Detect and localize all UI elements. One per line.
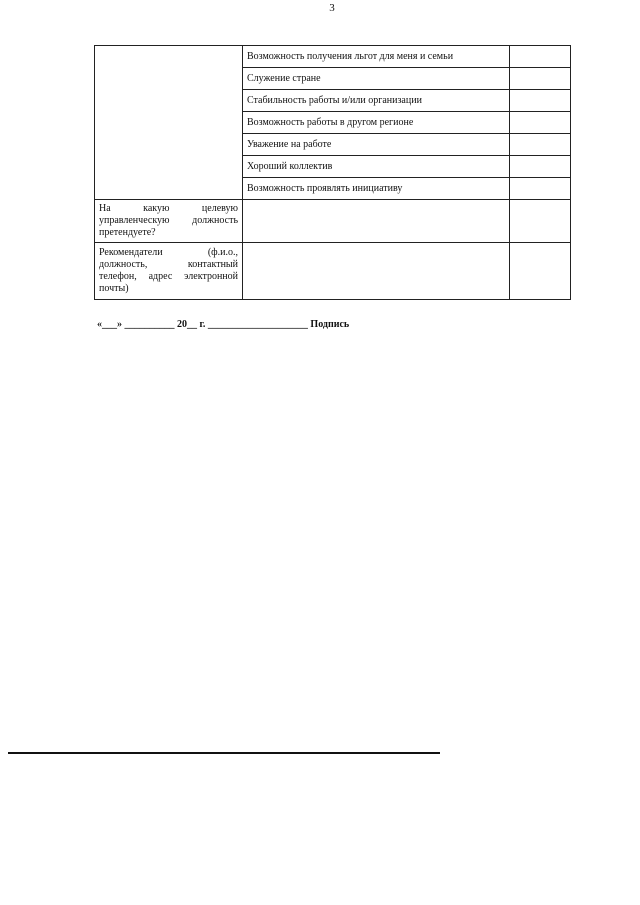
answer-cell[interactable] — [510, 156, 571, 178]
answer-cell[interactable] — [510, 134, 571, 156]
table-row — [95, 200, 571, 243]
footer-divider — [8, 752, 440, 754]
references-answer-field[interactable] — [243, 243, 510, 300]
answer-cell[interactable] — [510, 200, 571, 243]
questionnaire-table — [94, 45, 571, 300]
table-row — [95, 46, 571, 68]
page-number: 3 — [329, 2, 335, 14]
table-row — [95, 243, 571, 300]
option-label: Стабильность работы и/или организации — [243, 90, 510, 112]
option-label: Служение стране — [243, 68, 510, 90]
option-label: Хороший коллектив — [243, 156, 510, 178]
question-position-label: На какую целевую управленческую должность претендуете? — [95, 200, 243, 243]
answer-cell[interactable] — [510, 90, 571, 112]
option-label: Возможность работы в другом регионе — [243, 112, 510, 134]
option-label: Уважение на работе — [243, 134, 510, 156]
option-label: Возможность проявлять инициативу — [243, 178, 510, 200]
position-answer-field[interactable] — [243, 200, 510, 243]
answer-cell[interactable] — [510, 243, 571, 300]
answer-cell[interactable] — [510, 112, 571, 134]
answer-cell[interactable] — [510, 68, 571, 90]
merged-label-cell — [95, 46, 243, 200]
answer-cell[interactable] — [510, 178, 571, 200]
option-label: Возможность получения льгот для меня и семьи — [243, 46, 510, 68]
question-references-label: Рекомендатели (ф.и.о., должность, контактный телефон, адрес электронной почты) — [95, 243, 243, 300]
answer-cell[interactable] — [510, 46, 571, 68]
date-signature-line: «___» __________ 20__ г. ____________________ Подпись — [97, 319, 350, 330]
